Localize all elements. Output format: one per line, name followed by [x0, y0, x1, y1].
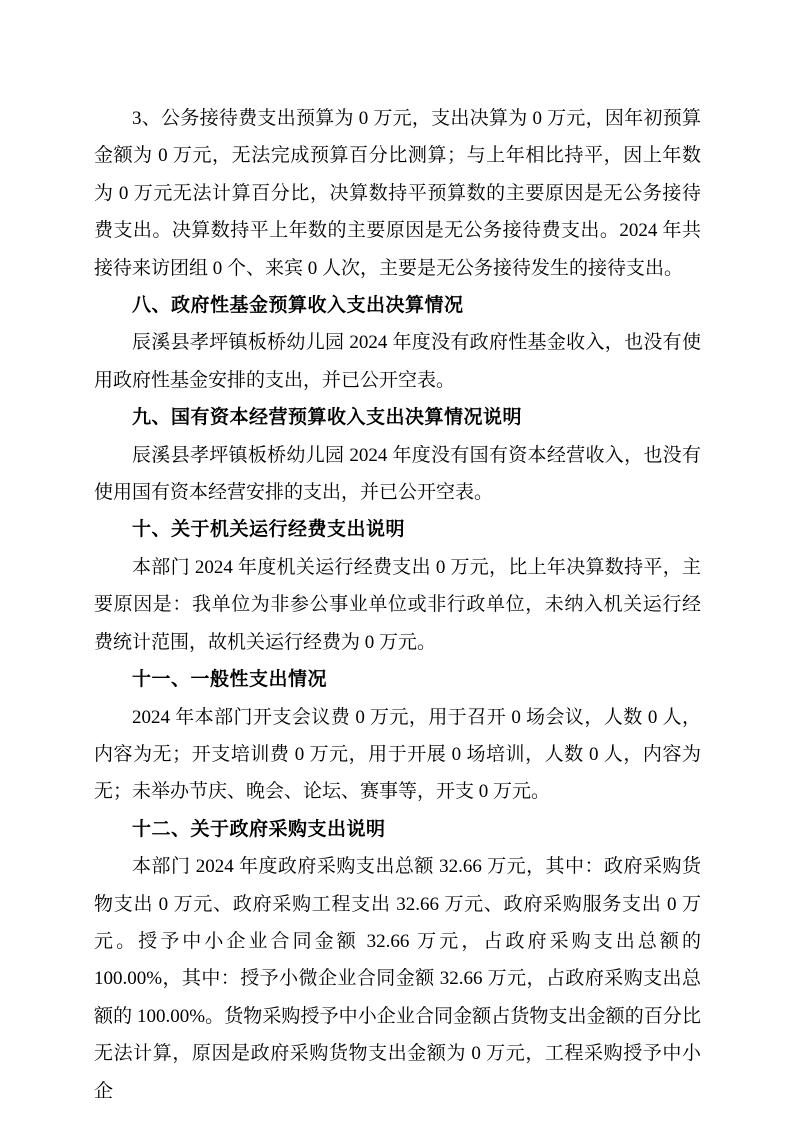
paragraph-government-procurement-statement: 本部门 2024 年度政府采购支出总额 32.66 万元，其中：政府采购货物支出 0 万元、政府采购工程支出 32.66 万元、政府采购服务支出 0 万元。授予中小企业合同金额 32.66 万元，占政府采购支出总额的 100.00%，其中：授予小微企业合同金额 32.66 万元，占政府采购支出总额的 100.00%。货物采购授予中小企业合同金额占货物支出金额的百分比无法计算，原因是政府采购货物支出金额为 0 万元，工程采购授予中小企 — [94, 856, 701, 1102]
heading-section-10-agency-operating-funds: 十、关于机关运行经费支出说明 — [132, 519, 406, 541]
paragraph-general-expenditure-statement: 2024 年本部门开支会议费 0 万元，用于召开 0 场会议，人数 0 人，内容为无；开支培训费 0 万元，用于开展 0 场培训，人数 0 人，内容为无；未举办节庆、晚会、论坛、赛事等，开支 0 万元。 — [94, 706, 701, 803]
heading-section-8-government-fund-budget: 八、政府性基金预算收入支出决算情况 — [132, 295, 464, 317]
heading-section-9-state-capital-operation: 九、国有资本经营预算收入支出决算情况说明 — [132, 407, 523, 429]
paragraph-official-reception-expense: 3、公务接待费支出预算为 0 万元，支出决算为 0 万元，因年初预算金额为 0 万元，无法完成预算百分比测算；与上年相比持平，因上年数为 0 万元无法计算百分比，决算数持平预算数的主要原因是无公务接待费支出。决算数持平上年数的主要原因是无公务接待费支出。2024 年共接待来访团组 0 个、来宾 0 人次，主要是无公务接待发生的接待支出。 — [94, 108, 701, 279]
heading-section-11-general-expenditure: 十一、一般性支出情况 — [132, 669, 328, 691]
paragraph-state-capital-statement: 辰溪县孝坪镇板桥幼儿园 2024 年度没有国有资本经营收入，也没有使用国有资本经营安排的支出，并已公开空表。 — [94, 444, 701, 504]
document-body — [94, 100, 701, 1110]
heading-section-12-government-procurement: 十二、关于政府采购支出说明 — [132, 818, 386, 840]
paragraph-agency-operating-funds-statement: 本部门 2024 年度机关运行经费支出 0 万元，比上年决算数持平，主要原因是：我单位为非参公事业单位或非行政单位，未纳入机关运行经费统计范围，故机关运行经费为 0 万元。 — [94, 556, 701, 653]
paragraph-government-fund-statement: 辰溪县孝坪镇板桥幼儿园 2024 年度没有政府性基金收入，也没有使用政府性基金安排的支出，并已公开空表。 — [94, 332, 701, 391]
